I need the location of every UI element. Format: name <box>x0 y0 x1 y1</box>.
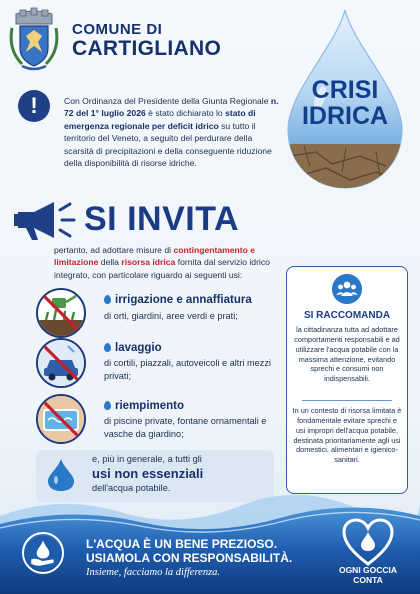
item-filling <box>104 400 284 441</box>
municipality-title <box>72 22 221 60</box>
water-drop-bullet-icon <box>104 401 111 410</box>
crisis-line-1: CRISI <box>311 76 379 104</box>
footer-line-1: L'ACQUA È UN BENE PREZIOSO. <box>86 537 278 551</box>
invita-text-3: fornita dal servizio idrico integrato, con particolare riguardo ai seguenti usi: <box>54 257 270 280</box>
footer-message <box>86 537 292 578</box>
footer-line-2: USIAMOLA CON RESPONSABILITÀ. <box>86 551 293 565</box>
ordinance-paragraph <box>64 95 284 170</box>
car-wash-forbidden-icon <box>36 338 86 388</box>
hand-water-drop-icon <box>22 532 64 574</box>
footer-slogan: Insieme, facciamo la differenza. <box>86 567 221 578</box>
ordinance-text-1: Con Ordinanza del Presidente della Giunta Regionale <box>64 96 271 106</box>
invita-text-2: della <box>98 257 122 268</box>
invita-text-1: pertanto, ad adottare misure di <box>54 245 174 255</box>
municipal-crest-icon <box>8 6 60 74</box>
item-irrigation <box>104 294 284 323</box>
crisis-line-2: IDRICA <box>301 101 389 130</box>
badge-line-1: OGNI GOCCIA <box>338 565 398 575</box>
ordinance-number: n. 72 del 1° luglio 2026 <box>64 96 279 119</box>
recommendation-paragraph-2: In un contesto di risorsa limitata è fondamentale evitare sprechi e usi impropri dell'acqua potabile, destinata prioritariamente agli usi domestici, alimentari e igienico-sanitari. <box>292 406 402 465</box>
item-washing-desc: di cortili, piazzali, autoveicoli e altri mezzi privati; <box>104 358 271 381</box>
essential-text-2: dell'acqua potabile. <box>92 482 171 493</box>
item-washing <box>104 342 284 383</box>
exclamation-icon: ! <box>18 90 50 122</box>
essential-highlight: usi non essenziali <box>92 465 204 481</box>
ordinance-text-2: è stato dichiarato lo <box>145 108 226 119</box>
ordinance-text-3: su tutto il territorio del Veneto, a seguito del perdurare della scarsità di precipitazioni e della conseguente riduzione della disponibilità di risorse idriche. <box>64 120 272 169</box>
invita-paragraph <box>54 244 294 281</box>
item-irrigation-desc: di orti, giardini, aree verdi e prati; <box>104 311 238 321</box>
recommendation-paragraph-1: la cittadinanza tutta ad adottare comportamenti responsabili e ad utilizzare l'acqua potabile con la massima attenzione, evitando sprechi e consumi non indispensabili. <box>294 325 400 384</box>
header-line-1: COMUNE DI <box>72 21 163 38</box>
item-washing-title: lavaggio <box>115 342 162 354</box>
item-filling-title: riempimento <box>115 400 185 412</box>
water-drop-bullet-icon <box>104 343 111 352</box>
header-line-2: CARTIGLIANO <box>72 36 222 60</box>
badge-line-2: CONTA <box>353 574 383 585</box>
invita-highlight-1: contingentamento e limitazione <box>54 245 256 268</box>
heart-drop-icon <box>342 518 394 566</box>
invita-highlight-2: risorsa idrica <box>121 257 176 268</box>
panel-divider <box>302 400 392 401</box>
item-irrigation-title: irrigazione e annaffiatura <box>115 294 252 306</box>
recommendation-title: SI RACCOMANDA <box>303 310 391 321</box>
megaphone-icon <box>12 198 78 242</box>
watering-can-forbidden-icon <box>36 288 86 338</box>
pool-forbidden-icon <box>36 394 86 444</box>
water-drop-bullet-icon <box>104 295 111 304</box>
essential-text-1: e, più in generale, a tutti gli <box>92 454 202 464</box>
crisis-headline <box>276 78 414 129</box>
item-filling-desc: di piscine private, fontane ornamentali e vasche da giardino; <box>104 416 267 439</box>
every-drop-counts <box>326 566 410 586</box>
emergency-state: stato di emergenza regionale per deficit idrico <box>64 108 256 131</box>
invita-title: SI INVITA <box>84 200 239 238</box>
people-group-icon <box>332 274 362 304</box>
